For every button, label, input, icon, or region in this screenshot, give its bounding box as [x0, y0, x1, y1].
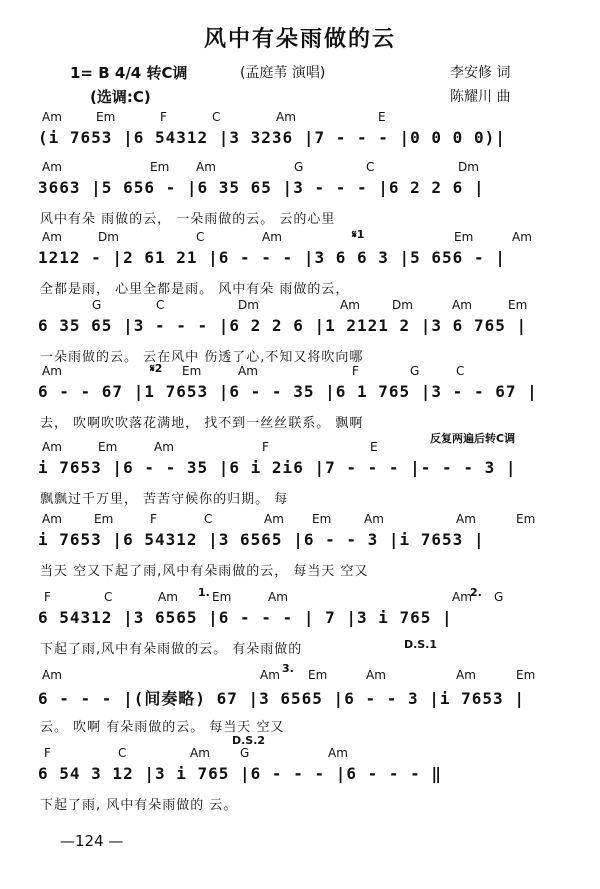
chord-row [0, 364, 600, 380]
chord: Em [454, 230, 474, 244]
chord: Em [94, 512, 114, 526]
chord: C [212, 110, 221, 124]
chord: E [370, 440, 378, 454]
chord: Am [452, 298, 472, 312]
chord: Em [516, 668, 536, 682]
chord: C [156, 298, 165, 312]
chord: F [352, 364, 359, 378]
lyric-row: 一朵雨做的云。 云在风中 伤透了心,不知又将吹向哪 [40, 350, 364, 365]
key-signature: 1= B 4/4 转C调 [70, 64, 188, 82]
notation-row: i 7653 |6 54312 |3 6565 |6 - - 3 |i 7653 | [38, 530, 485, 549]
chord: Em [508, 298, 528, 312]
chord: F [44, 746, 51, 760]
chord-row [0, 230, 600, 246]
chord: C [204, 512, 213, 526]
lyric-row: 全都是雨， 心里全都是雨。 风中有朵 雨做的云， [40, 282, 350, 297]
chord: G [494, 590, 504, 604]
chord: Am [456, 668, 476, 682]
segno-1-mark: 𝄋1 [352, 228, 365, 241]
composer: 陈耀川 曲 [450, 89, 511, 105]
chord: Am [42, 110, 62, 124]
notation-row: (i 7653 |6 54312 |3 3236 |7 - - - |0 0 0 0)| [38, 128, 506, 147]
segno-2-mark: 𝄋2 [150, 362, 163, 375]
chord-row [0, 512, 600, 528]
chord: Em [98, 440, 118, 454]
notation-row: 6 - - - |(间奏略) 67 |3 6565 |6 - - 3 |i 7653 | [38, 689, 525, 708]
notation-row: 6 35 65 |3 - - - |6 2 2 6 |1 2121 2 |3 6 765 | [38, 316, 528, 335]
chord: Am [42, 364, 62, 378]
chord: Em [516, 512, 536, 526]
page-number: —124 — [60, 832, 124, 850]
chord: Dm [392, 298, 413, 312]
chord: Am [196, 160, 216, 174]
lyric-row: 当天 空又下起了雨,风中有朵雨做的云， 每当天 空又 [40, 564, 369, 579]
chord: C [104, 590, 113, 604]
ds2-mark: D.S.2 [232, 734, 266, 747]
chord: Am [364, 512, 384, 526]
chord: G [92, 298, 102, 312]
chord: Am [456, 512, 476, 526]
chord: C [118, 746, 127, 760]
chord-row [0, 298, 600, 314]
notation-row: 3663 |5 656 - |6 35 65 |3 - - - |6 2 2 6 | [38, 178, 485, 197]
lyric-row: 下起了雨, 风中有朵雨做的 云。 [40, 798, 238, 813]
chord: G [410, 364, 420, 378]
lyric-row: 下起了雨,风中有朵雨做的云。 有朵雨做的 [40, 642, 303, 657]
ds1-mark: D.S.1 [404, 638, 438, 651]
chord: Am [512, 230, 532, 244]
chord: Am [158, 590, 178, 604]
chord: F [44, 590, 51, 604]
chord: Am [328, 746, 348, 760]
chord: Em [150, 160, 170, 174]
notation-row: i 7653 |6 - - 35 |6 i 2i6 |7 - - - |- - - 3 | [38, 458, 517, 477]
chord-row [0, 746, 600, 762]
repeat-instruction: 反复两遍后转C调 [430, 432, 516, 445]
chord: Am [42, 230, 62, 244]
lyric-row: 飘飘过千万里， 苦苦守候你的归期。 每 [40, 492, 289, 507]
lyric-row: 去， 吹啊吹吹落花满地， 找不到一丝丝联系。 飘啊 [40, 416, 364, 431]
notation-row: 6 54312 |3 6565 |6 - - - | 7 |3 i 765 | [38, 608, 453, 627]
lyric-row: 风中有朵 雨做的云， 一朵雨做的云。 云的心里 [40, 212, 336, 227]
lyricist: 李安修 词 [450, 65, 511, 81]
chord: C [196, 230, 205, 244]
song-title: 风中有朵雨做的云 [203, 27, 396, 52]
chord: Am [340, 298, 360, 312]
chord: Am [154, 440, 174, 454]
chord-row [0, 110, 600, 126]
chord: Am [264, 512, 284, 526]
key-choice: (选调:C) [90, 88, 151, 106]
volta-1: 1. [198, 586, 210, 599]
chord: Em [312, 512, 332, 526]
chord: Em [96, 110, 116, 124]
chord: Em [182, 364, 202, 378]
chord: Am [260, 668, 280, 682]
chord: Em [212, 590, 232, 604]
chord: Am [268, 590, 288, 604]
chord: G [240, 746, 250, 760]
chord: Am [366, 668, 386, 682]
chord: C [456, 364, 465, 378]
chord: F [150, 512, 157, 526]
chord: Am [42, 440, 62, 454]
performer: (孟庭苇 演唱) [240, 65, 326, 81]
chord: Am [190, 746, 210, 760]
chord: Am [238, 364, 258, 378]
notation-row: 1212 - |2 61 21 |6 - - - |3 6 6 3 |5 656 - | [38, 248, 506, 267]
lyric-row: 云。 吹啊 有朵雨做的云。 每当天 空又 [40, 720, 285, 735]
chord: F [160, 110, 167, 124]
chord: Am [262, 230, 282, 244]
volta-3: 3. [282, 662, 294, 675]
chord: Am [42, 512, 62, 526]
chord-row [0, 160, 600, 176]
chord: G [294, 160, 304, 174]
chord: Am [42, 668, 62, 682]
chord: F [262, 440, 269, 454]
chord: Am [452, 590, 472, 604]
notation-row: 6 54 3 12 |3 i 765 |6 - - - |6 - - - ‖ [38, 764, 443, 783]
chord-row [0, 590, 600, 606]
chord: Am [276, 110, 296, 124]
chord: Am [42, 160, 62, 174]
chord: C [366, 160, 375, 174]
chord: E [378, 110, 386, 124]
chord: Dm [458, 160, 479, 174]
notation-row: 6 - - 67 |1 7653 |6 - - 35 |6 1 765 |3 - - 67 | [38, 382, 538, 401]
chord: Dm [238, 298, 259, 312]
volta-2: 2. [470, 586, 482, 599]
chord: Em [308, 668, 328, 682]
chord-row [0, 668, 600, 684]
chord: Dm [98, 230, 119, 244]
